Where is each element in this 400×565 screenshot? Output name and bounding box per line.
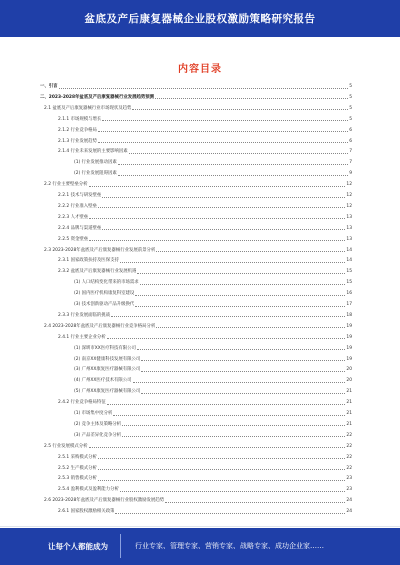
footer-bar [0, 528, 400, 565]
toc-entry-page: 23 [346, 476, 352, 482]
toc-entry-label: 2.2.2 行业准入壁垒 [58, 203, 97, 209]
toc-leader-dots [156, 327, 345, 328]
toc-leader-dots [155, 98, 348, 99]
toc-entry-label: 2.4.1 行业主要企业分析 [58, 334, 106, 340]
toc-leader-dots [98, 207, 345, 208]
toc-entry-page: 21 [346, 389, 352, 395]
footer-slogan: 让每个人都能成为 [48, 542, 108, 551]
toc-entry[interactable] [40, 475, 352, 483]
toc-leader-dots [137, 273, 345, 274]
toc-entry-label: (3) 广州XX康复医疗器械有限公司 [74, 367, 141, 373]
toc-entry[interactable] [40, 290, 352, 298]
toc-leader-dots [165, 502, 345, 503]
toc-leader-dots [98, 142, 348, 143]
toc-entry-label: 2.2.5 资金壁垒 [58, 236, 89, 242]
toc-entry-label: 2.3.2 盆底及产后康复器械行业发展机遇 [58, 269, 137, 275]
toc-entry[interactable] [40, 148, 352, 156]
toc-entry-label: 2.1 盆底及产后康复器械行业市场现状及趋势 [44, 105, 132, 111]
toc-entry[interactable] [40, 116, 352, 124]
toc-entry-page: 19 [346, 345, 352, 351]
toc-leader-dots [89, 240, 345, 241]
toc-entry-page: 14 [346, 247, 352, 253]
toc-leader-dots [113, 415, 345, 416]
toc-leader-dots [141, 393, 345, 394]
toc-entry-label: (1) 行业发展推动因素 [74, 160, 117, 166]
toc-entry-page: 9 [349, 171, 352, 177]
toc-leader-dots [89, 218, 345, 219]
toc-entry-page: 24 [346, 509, 352, 515]
toc-entry-label: (2) 国内医疗机构康复科室建设 [74, 291, 135, 297]
toc-entry[interactable] [40, 421, 352, 429]
toc-leader-dots [129, 153, 349, 154]
toc-entry-label: (4) 广州XX医疗技术有限公司 [74, 378, 132, 384]
toc-entry-page: 15 [346, 269, 352, 275]
toc-entry[interactable] [40, 454, 352, 462]
toc-entry-page: 19 [346, 356, 352, 362]
toc-entry[interactable] [40, 214, 352, 222]
toc-entry[interactable] [40, 486, 352, 494]
toc-entry[interactable] [40, 356, 352, 364]
footer-divider [0, 526, 400, 527]
toc-entry-label: 2.5.4 盈利模式及盈利能力分析 [58, 487, 119, 493]
toc-entry-page: 5 [349, 84, 352, 89]
table-of-contents [40, 83, 352, 520]
toc-entry-label: (2) 竞争主体及策略分析 [74, 421, 122, 427]
toc-entry[interactable] [40, 497, 352, 505]
toc-entry[interactable] [40, 388, 352, 396]
toc-entry-page: 20 [346, 378, 352, 384]
toc-entry[interactable] [40, 345, 352, 353]
toc-entry-page: 13 [346, 236, 352, 242]
toc-leader-dots [135, 306, 345, 307]
toc-entry[interactable] [40, 268, 352, 276]
toc-entry[interactable] [40, 257, 352, 265]
toc-leader-dots [59, 88, 349, 89]
toc-entry-label: 2.3 2023-2028年盆底及产后康复器械行业发展前景分析 [44, 247, 156, 253]
toc-leader-dots [102, 229, 345, 230]
header-bar [0, 0, 400, 37]
toc-leader-dots [122, 425, 345, 426]
toc-entry-page: 21 [346, 411, 352, 416]
toc-entry-label: 2.3.3 行业发展面临的挑战 [58, 312, 111, 318]
toc-leader-dots [118, 164, 348, 165]
toc-entry-page: 13 [346, 214, 352, 220]
toc-entry-label: (3) 产品差异化竞争分析 [74, 432, 122, 438]
toc-entry-label: 二、2023-2028年盆底及产后康复器械行业发展趋势预测 [40, 94, 155, 100]
toc-leader-dots [98, 458, 345, 459]
toc-leader-dots [122, 436, 345, 437]
toc-entry[interactable] [40, 247, 352, 255]
toc-entry-label: (2) 行业发展阻碍因素 [74, 171, 117, 177]
toc-entry-page: 12 [346, 203, 352, 209]
report-title: 盆底及产后康复器械企业股权激励策略研究报告 [84, 13, 316, 25]
toc-leader-dots [120, 262, 346, 263]
toc-entry-label: 2.4 2023-2028年盆底及产后康复器械行业竞争格局分析 [44, 323, 156, 329]
toc-entry-label: (3) 技术创新驱动产品升级换代 [74, 302, 135, 307]
toc-entry-page: 6 [349, 138, 352, 144]
toc-entry-label: 2.2.3 人才壁垒 [58, 214, 89, 220]
toc-leader-dots [141, 371, 345, 372]
toc-entry-label: (2) 南京XX健康科技发展有限公司 [74, 356, 141, 362]
toc-entry[interactable] [40, 377, 352, 385]
toc-entry-page: 21 [346, 421, 352, 427]
toc-leader-dots [135, 295, 345, 296]
toc-entry-label: (5) 广州XX康复医疗器械有限公司 [74, 389, 141, 395]
footer-separator [120, 534, 121, 558]
toc-entry-label: (1) 深圳市XX医疗科技有限公司 [74, 345, 136, 351]
toc-entry-page: 6 [349, 127, 352, 133]
toc-entry-page: 7 [349, 149, 352, 155]
toc-leader-dots [111, 316, 345, 317]
toc-entry[interactable] [40, 225, 352, 233]
toc-leader-dots [89, 447, 346, 448]
toc-entry-label: 2.5.2 生产模式分析 [58, 465, 97, 471]
toc-leader-dots [118, 175, 348, 176]
toc-entry[interactable] [40, 138, 352, 146]
toc-entry[interactable] [40, 432, 352, 440]
footer-tagline: 行业专家、管理专家、营销专家、战略专家、成功企业家…… [135, 542, 324, 550]
toc-entry[interactable] [40, 399, 352, 407]
toc-entry[interactable] [40, 236, 352, 244]
toc-entry[interactable] [40, 192, 352, 200]
toc-entry-page: 22 [346, 443, 352, 449]
toc-leader-dots [98, 131, 348, 132]
toc-leader-dots [98, 469, 345, 470]
toc-entry-page: 7 [349, 160, 352, 166]
toc-entry-page: 19 [346, 323, 352, 329]
toc-leader-dots [141, 360, 345, 361]
toc-entry-label: 2.2.1 技术与研发壁垒 [58, 193, 102, 198]
toc-entry-page: 5 [349, 116, 352, 122]
toc-entry[interactable] [40, 127, 352, 135]
toc-entry-page: 5 [349, 94, 352, 100]
toc-entry-label: 2.6 2023-2028年盆底及产后康复器械行业股权激励发展趋势 [44, 498, 165, 504]
toc-leader-dots [120, 491, 346, 492]
toc-entry[interactable] [40, 301, 352, 309]
toc-entry[interactable] [40, 170, 352, 178]
toc-entry-label: 2.3.1 国家政策扶持及医保支持 [58, 258, 119, 264]
toc-entry-page: 23 [346, 487, 352, 493]
toc-entry-label: (1) 人口结构变化带来的市场需求 [74, 280, 139, 286]
toc-entry-label: 2.2.4 品牌与渠道壁垒 [58, 225, 102, 231]
toc-entry[interactable] [40, 334, 352, 342]
toc-leader-dots [107, 338, 346, 339]
toc-entry-label: 2.1.3 行业发展趋势 [58, 138, 97, 144]
toc-entry[interactable] [40, 312, 352, 320]
toc-leader-dots [115, 513, 345, 514]
toc-entry-label: 2.6.1 国家股权激励相关政策 [58, 509, 115, 515]
toc-entry-page: 15 [346, 280, 352, 286]
toc-entry-page: 14 [346, 258, 352, 264]
toc-entry[interactable] [40, 323, 352, 331]
toc-leader-dots [133, 382, 346, 383]
toc-entry-page: 22 [346, 432, 352, 438]
toc-entry[interactable] [40, 279, 352, 287]
toc-entry-page: 12 [346, 182, 352, 188]
toc-entry-label: 2.1.4 行业未来发展的主要影响因素 [58, 149, 128, 155]
toc-entry[interactable] [40, 366, 352, 374]
toc-entry-page: 22 [346, 465, 352, 471]
toc-leader-dots [89, 186, 346, 187]
toc-leader-dots [140, 284, 346, 285]
toc-leader-dots [156, 251, 345, 252]
toc-entry-page: 19 [346, 334, 352, 340]
toc-leader-dots [107, 404, 346, 405]
toc-leader-dots [102, 197, 345, 198]
toc-entry[interactable] [40, 94, 352, 102]
toc-entry[interactable] [40, 443, 352, 451]
toc-entry[interactable] [40, 508, 352, 516]
toc-entry-label: 2.1.2 行业竞争格局 [58, 127, 97, 133]
toc-entry-label: 2.5.3 销售模式分析 [58, 476, 97, 482]
toc-entry-page: 22 [346, 454, 352, 460]
toc-entry-label: 2.1.1 市场规模与增长 [58, 116, 102, 122]
toc-entry-label: 2.5.1 采购模式分析 [58, 454, 97, 460]
toc-heading: 内容目录 [178, 64, 222, 75]
toc-entry-label: 2.4.2 行业竞争格局特征 [58, 400, 106, 406]
toc-entry-page: 20 [346, 367, 352, 373]
toc-entry[interactable] [40, 410, 352, 418]
toc-entry-page: 24 [346, 498, 352, 504]
toc-entry-label: 2.5 行业发展模式分析 [44, 443, 88, 449]
toc-leader-dots [137, 349, 345, 350]
toc-entry-page: 18 [346, 312, 352, 318]
toc-entry-page: 13 [346, 225, 352, 231]
toc-entry-page: 12 [346, 193, 352, 198]
toc-entry-page: 21 [346, 400, 352, 406]
toc-entry[interactable] [40, 105, 352, 113]
toc-leader-dots [102, 120, 348, 121]
toc-leader-dots [98, 480, 345, 481]
toc-entry[interactable] [40, 159, 352, 167]
toc-entry[interactable] [40, 203, 352, 211]
toc-entry-page: 17 [346, 302, 352, 307]
toc-leader-dots [132, 109, 348, 110]
toc-entry-label: (1) 市场集中度分析 [74, 411, 113, 416]
toc-entry[interactable] [40, 465, 352, 473]
toc-entry-label: 一、引言 [40, 84, 58, 89]
toc-entry-label: 2.2 行业主要壁垒分析 [44, 182, 88, 188]
toc-entry-page: 16 [346, 291, 352, 297]
toc-entry-page: 5 [349, 105, 352, 111]
toc-entry[interactable] [40, 83, 352, 91]
toc-entry[interactable] [40, 181, 352, 189]
